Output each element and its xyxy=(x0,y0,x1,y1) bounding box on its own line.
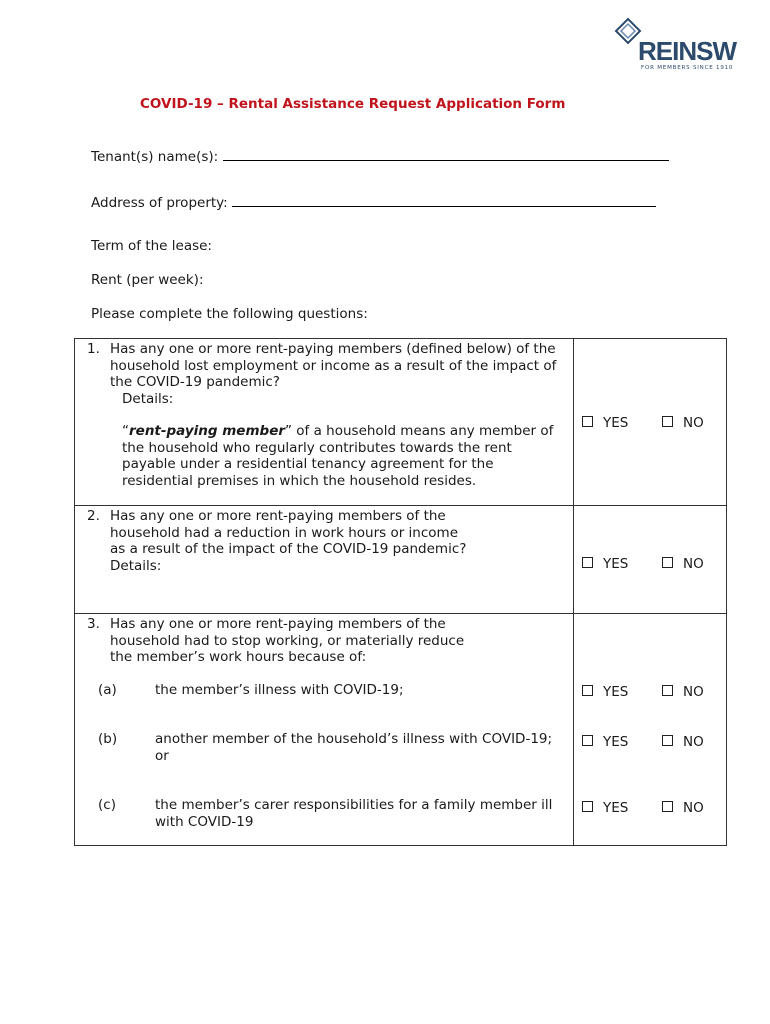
item-b-label: (b) xyxy=(98,731,118,747)
yes-label: YES xyxy=(603,415,629,431)
address-input-line[interactable] xyxy=(232,194,656,207)
question-1-cell xyxy=(75,339,574,506)
no-label: NO xyxy=(683,684,704,700)
q3a-no-option[interactable] xyxy=(662,684,704,701)
definition-text: the household who regularly contributes towards the rent xyxy=(122,439,512,456)
question-1-details-label: Details: xyxy=(122,390,174,407)
tenant-name-input-line[interactable] xyxy=(223,148,669,161)
item-a-text: the member’s illness with COVID-19; xyxy=(155,681,404,698)
no-label: NO xyxy=(683,734,704,750)
checkbox-icon[interactable] xyxy=(662,557,673,568)
checkbox-icon[interactable] xyxy=(582,557,593,568)
question-row-1 xyxy=(75,339,727,506)
definition-text: payable under a residential tenancy agreement for the xyxy=(122,456,494,472)
checkbox-icon[interactable] xyxy=(582,801,593,812)
q3b-no-option[interactable] xyxy=(662,734,704,751)
yes-label: YES xyxy=(603,800,629,816)
question-1-number: 1. xyxy=(87,341,100,357)
question-3-text-line: Has any one or more rent-paying members of the xyxy=(110,616,446,632)
yes-label: YES xyxy=(603,684,629,700)
question-3-answer-cell xyxy=(574,614,727,846)
question-1-answer-cell xyxy=(574,339,727,506)
checkbox-icon[interactable] xyxy=(662,801,673,812)
q2-yes-option[interactable] xyxy=(582,556,628,573)
tenant-name-field xyxy=(91,148,669,165)
checkbox-icon[interactable] xyxy=(582,685,593,696)
checkbox-icon[interactable] xyxy=(582,416,593,427)
question-2-text-line: Has any one or more rent-paying members of the xyxy=(110,508,446,524)
question-2-answer-cell xyxy=(574,506,727,614)
question-2-cell xyxy=(75,506,574,614)
question-3-text-line: household had to stop working, or materially reduce xyxy=(110,632,465,649)
question-3-item-a xyxy=(87,682,567,699)
question-2-details-label: Details: xyxy=(110,557,162,574)
yes-label: YES xyxy=(603,734,629,750)
q2-no-option[interactable] xyxy=(662,556,704,573)
no-label: NO xyxy=(683,800,704,816)
checkbox-icon[interactable] xyxy=(582,735,593,746)
item-c-text: with COVID-19 xyxy=(155,813,254,830)
definition-text: ” of a household means any member of xyxy=(285,423,554,439)
question-1-text-line: Has any one or more rent-paying members (defined below) of the xyxy=(110,341,556,357)
no-label: NO xyxy=(683,556,704,572)
q1-no-option[interactable] xyxy=(662,415,704,432)
q3c-no-option[interactable] xyxy=(662,800,704,817)
question-3-number: 3. xyxy=(87,616,100,632)
no-label: NO xyxy=(683,415,704,431)
item-c-text: the member’s carer responsibilities for a family member ill xyxy=(155,797,553,813)
rent-label: Rent (per week): xyxy=(91,272,204,288)
definition-text: residential premises in which the household resides. xyxy=(122,472,477,489)
item-a-label: (a) xyxy=(98,681,117,698)
definition-term: rent-paying member xyxy=(129,423,286,439)
question-3-item-b xyxy=(87,731,567,764)
q3a-yes-option[interactable] xyxy=(582,684,628,701)
item-c-label: (c) xyxy=(98,797,116,813)
form-title: COVID-19 – Rental Assistance Request Application Form xyxy=(140,96,566,112)
definition-open-quote: “ xyxy=(122,423,129,439)
logo-wordmark: REINSW xyxy=(638,36,736,66)
tenant-name-label: Tenant(s) name(s): xyxy=(91,149,219,165)
logo-tagline: FOR MEMBERS SINCE 1910 xyxy=(641,65,734,71)
q3c-yes-option[interactable] xyxy=(582,800,628,817)
question-2-number: 2. xyxy=(87,508,100,524)
question-3-text-line: the member’s work hours because of: xyxy=(110,649,367,665)
questions-table xyxy=(74,338,727,846)
lease-term-label: Term of the lease: xyxy=(91,238,212,254)
q3b-yes-option[interactable] xyxy=(582,734,628,751)
item-b-text: another member of the household’s illness with COVID-19; or xyxy=(155,731,553,764)
checkbox-icon[interactable] xyxy=(662,685,673,696)
question-1-text-line: the COVID-19 pandemic? xyxy=(110,374,280,390)
reinsw-logo xyxy=(612,16,742,76)
instructions-text: Please complete the following questions: xyxy=(91,306,368,322)
yes-label: YES xyxy=(603,556,629,572)
checkbox-icon[interactable] xyxy=(662,416,673,427)
question-2-text-line: household had a reduction in work hours or income xyxy=(110,524,459,541)
question-1-text-line: household lost employment or income as a result of the impact of xyxy=(110,357,557,374)
question-row-3 xyxy=(75,614,727,846)
rent-paying-member-definition xyxy=(87,423,567,489)
checkbox-icon[interactable] xyxy=(662,735,673,746)
address-label: Address of property: xyxy=(91,195,228,211)
address-field xyxy=(91,194,656,211)
question-2-text-line: as a result of the impact of the COVID-19 pandemic? xyxy=(110,541,467,557)
q1-yes-option[interactable] xyxy=(582,415,628,432)
question-3-item-c xyxy=(87,797,567,830)
question-3-cell xyxy=(75,614,574,846)
question-row-2 xyxy=(75,506,727,614)
